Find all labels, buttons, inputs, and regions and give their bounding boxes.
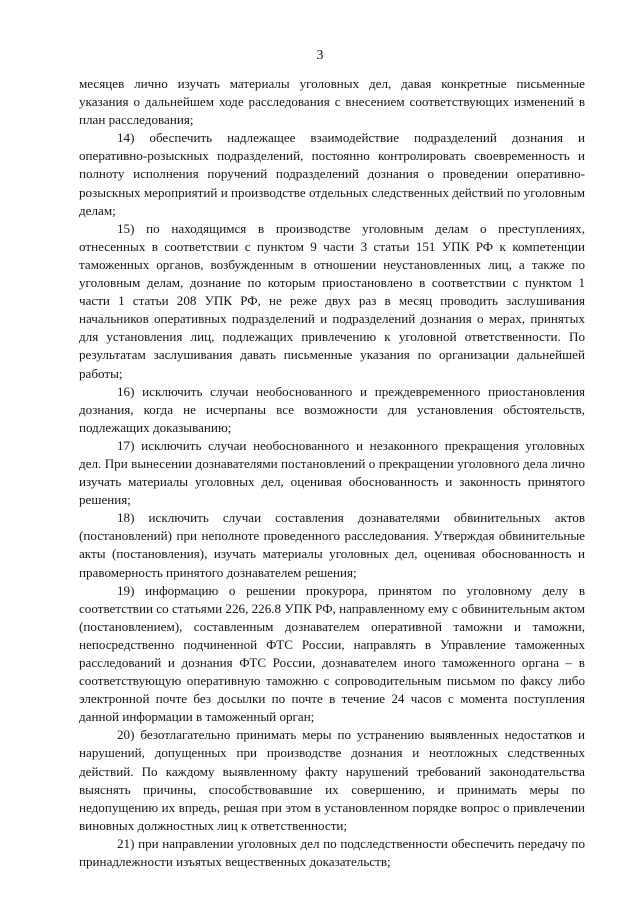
paragraph-item-19 [79,582,585,727]
page-number: 3 [316,48,324,63]
item-number: 17) [117,437,135,453]
item-number: 16) [117,383,135,399]
paragraph-item-17 [79,437,585,509]
item-number: 21) [117,835,135,851]
document-body [79,75,585,871]
paragraph-item-15 [79,220,585,383]
paragraph-text: месяцев лично изучать материалы уголовных дел, давая конкретные письменные указания о дальнейшем ходе расследования с внесением соответствующих изменений в план расследования; [79,76,585,128]
paragraph-item-16 [79,383,585,437]
item-number: 20) [117,727,135,743]
item-number: 18) [117,510,135,526]
item-number: 19) [117,582,135,598]
paragraph-continuation [79,75,585,129]
paragraph-text: при направлении уголовных дел по подследственности обеспечить передачу по принадлежности изъятых вещественных доказательств; [79,835,585,870]
paragraph-item-21 [79,835,585,871]
paragraph-text: по находящимся в производстве уголовным делам о преступлениях, отнесенных в соответствии с пунктом 9 части 3 статьи 151 УПК РФ к компетенции таможенных органов, возбужденным в отношении неустановленных лиц, а также по уголовным делам, дознание по которым приостановлено в соответствии с пунктом 1 части 1 статьи 208 УПК РФ, не реже двух раз в месяц проводить заслушивания начальников оперативных подразделений и подразделений дознания о мерах, принятых для установления лиц, подлежащих привлечению к уголовной ответственности. По результатам заслушивания давать письменные указания по организации дальнейшей работы; [79,220,585,381]
paragraph-text: обеспечить надлежащее взаимодействие подразделений дознания и оперативно-розыскных подразделений, постоянно контролировать своевременность и полноту исполнения поручений подразделений дознания о проведении оперативно-розыскных мероприятий и производстве отдельных следственных действий по уголовным делам; [79,130,585,218]
paragraph-item-20 [79,726,585,835]
paragraph-text: информацию о решении прокурора, принятом по уголовному делу в соответствии со статьями 226, 226.8 УПК РФ, направленному ему с обвинительным актом (постановлением), составленным дознавателем оперативной таможни и таможни, непосредственно подчиненной ФТС России, направлять в Управление таможенных расследований и дознания ФТС России, дознавателем иного таможенного органа – в соответствующую оперативную таможню с сопроводительным письмом по факсу либо электронной почте без досылки по почте в течение 24 часов с момента поступления данной информации в таможенный орган; [79,582,585,725]
paragraph-item-18 [79,509,585,581]
paragraph-text: исключить случаи необоснованного и незаконного прекращения уголовных дел. При вынесении дознавателями постановлений о прекращении уголовного дела лично изучать материалы уголовных дел, оценивая обоснованность и законность принятого решения; [79,437,585,508]
item-number: 15) [117,220,135,236]
item-number: 14) [117,130,135,146]
paragraph-item-14 [79,129,585,219]
paragraph-text: исключить случаи составления дознавателями обвинительных актов (постановлений) при неполноте проведенного расследования. Утверждая обвинительные акты (постановления), изучать материалы уголовных дел, оценивая обоснованность и правомерность принятого дознавателем решения; [79,510,585,580]
paragraph-text: безотлагательно принимать меры по устранению выявленных недостатков и нарушений, допущенных при производстве дознания и неотложных следственных действий. По каждому выявленному факту нарушений требований законодательства выяснять причины, способствовавшие их совершению, и принимать меры по недопущению их впредь, решая при этом в установленном порядке вопрос о привлечении виновных должностных лиц к ответственности; [79,727,586,833]
paragraph-text: исключить случаи необоснованного и преждевременного приостановления дознания, когда не исчерпаны все возможности для установления обстоятельств, подлежащих доказыванию; [79,383,585,435]
